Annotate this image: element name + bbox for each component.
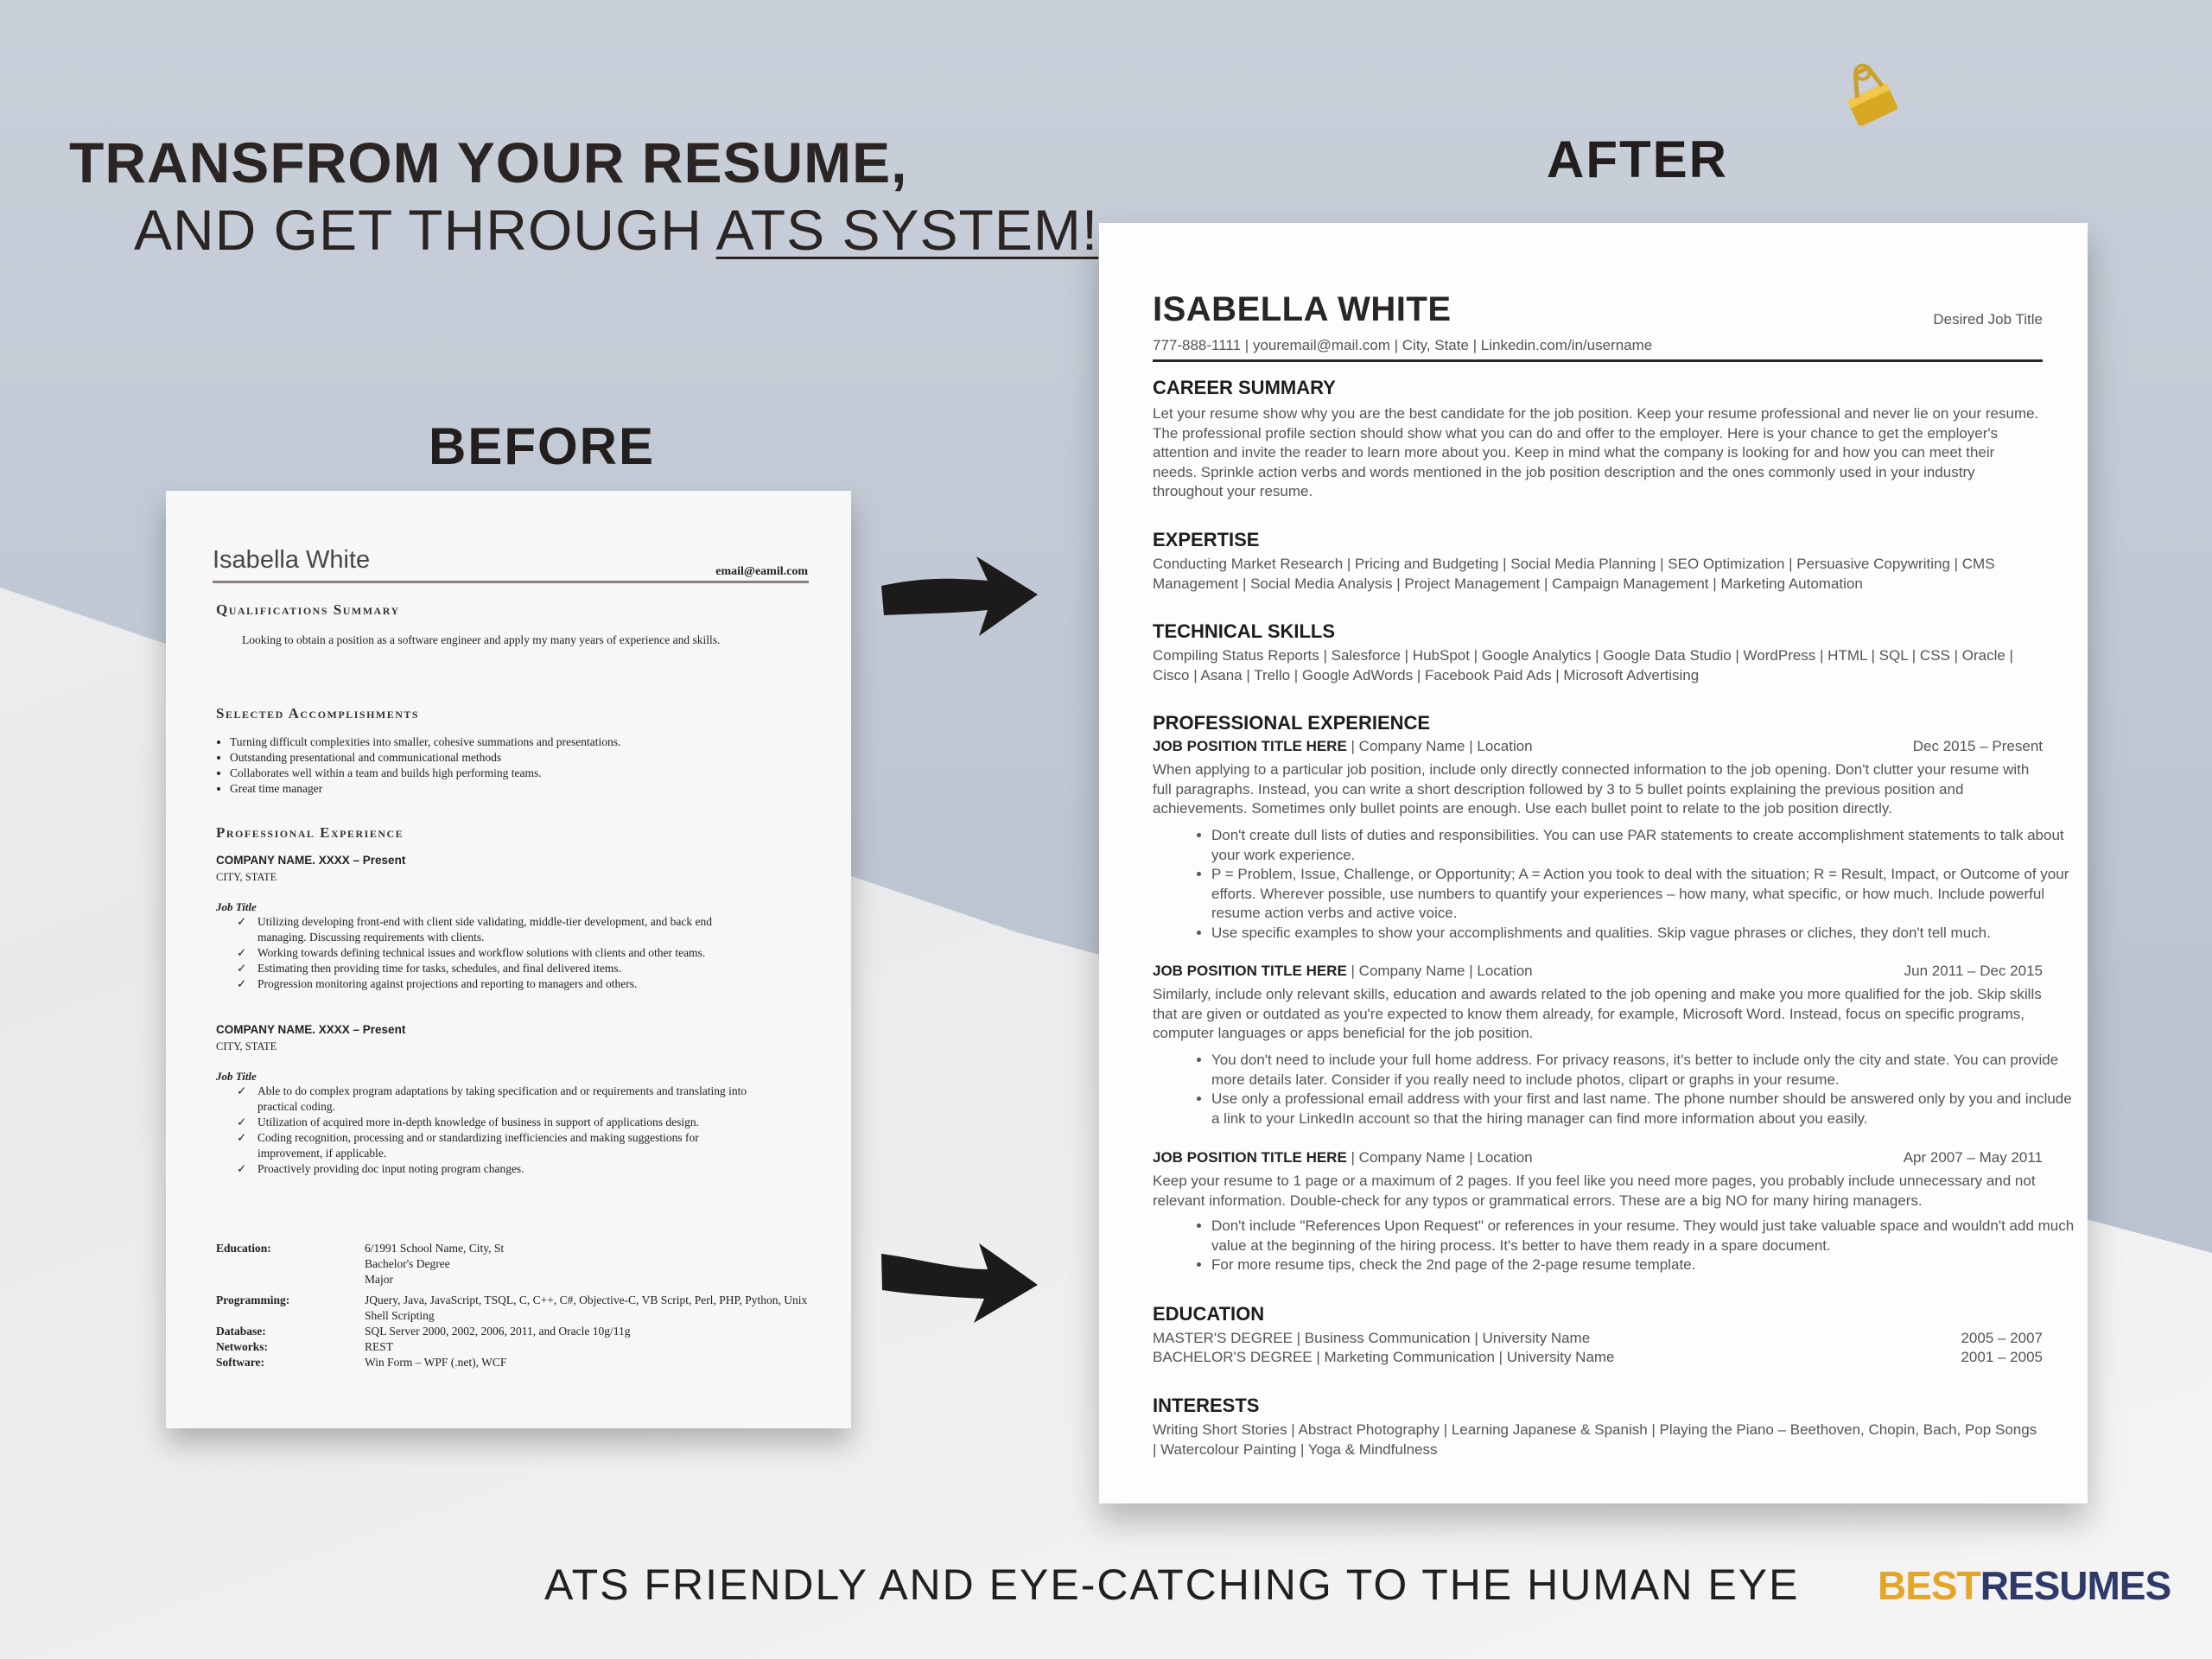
after-job-bullets bbox=[1185, 826, 2075, 943]
before-job-title: Job Title bbox=[216, 900, 257, 913]
before-email: email@eamil.com bbox=[715, 565, 808, 578]
detail-value: Win Form – WPF (.net), WCF bbox=[365, 1356, 507, 1369]
after-expertise-heading: EXPERTISE bbox=[1153, 529, 1260, 550]
arrow-right-icon bbox=[877, 1240, 1041, 1326]
detail-value: SQL Server 2000, 2002, 2006, 2011, and Oracle 10g/11g bbox=[365, 1325, 631, 1338]
after-job-text: When applying to a particular job position, include only directly connected information to the job opening. Don't clutter your resume with full paragraphs. Instead, you can write a short description followed by 3 to 5 bullet points explaining the previous position and achievements. Sometimes only bullet points are enough. Use each bullet point to relate to the job position directly. bbox=[1153, 761, 2030, 817]
before-programming-row bbox=[216, 1293, 821, 1327]
list-item: • Turning difficult complexities into smaller, cohesive summations and presentations. bbox=[230, 734, 791, 750]
job-meta: | Company Name | Location bbox=[1346, 738, 1533, 754]
before-job-list bbox=[237, 914, 755, 992]
headline-line1: TRANSFROM YOUR RESUME, bbox=[69, 130, 908, 194]
before-software-row bbox=[216, 1355, 821, 1370]
list-item: • Use specific examples to show your accomplishments and qualities. Skip vague phrases or cliches, they don't tell much. bbox=[1211, 924, 2075, 944]
list-item: ✓ Proactively providing doc input noting program changes. bbox=[237, 1161, 755, 1177]
after-job-bullets bbox=[1185, 1217, 2075, 1275]
before-city: CITY, STATE bbox=[216, 1040, 277, 1052]
after-desired-title: Desired Job Title bbox=[1933, 311, 2043, 327]
list-item: ✓ Coding recognition, processing and or standardizing inefficiencies and making suggestions for improvement, if applicable. bbox=[237, 1130, 755, 1161]
before-qual-heading: Qualifications Summary bbox=[216, 601, 400, 618]
after-job-text: Keep your resume to 1 page or a maximum of 2 pages. If you feel like you need more pages, you probably include unnecessary and not relevant information. Double-check for any typos or grammatical errors. These are a big NO for many hiring managers. bbox=[1153, 1173, 2036, 1209]
headline-line2 bbox=[134, 197, 1098, 263]
before-company: COMPANY NAME. XXXX – Present bbox=[216, 1023, 406, 1036]
after-tech-heading: TECHNICAL SKILLS bbox=[1153, 620, 1336, 642]
after-career-text: Let your resume show why you are the best candidate for the job position. Keep your resume professional and never lie on your resume. The professional profile section should show what you can do and offer to the employer. Here is your chance to get the employer's attention and invite the reader to learn more about you. Keep in mind what the company is looking for and how you can meet their needs. Sprinkle action verbs and words mentioned in the job position description and the ones commonly used in your industry throughout your resume. bbox=[1153, 405, 2039, 499]
before-job-list bbox=[237, 1084, 755, 1177]
list-item: ✓ Utilization of acquired more in-depth knowledge of business in support of applications design. bbox=[237, 1115, 755, 1130]
before-city: CITY, STATE bbox=[216, 871, 277, 883]
job-title: JOB POSITION TITLE HERE bbox=[1153, 963, 1347, 979]
before-exp-heading: Professional Experience bbox=[216, 824, 404, 841]
before-rule bbox=[213, 581, 809, 583]
after-edu-heading: EDUCATION bbox=[1153, 1303, 1265, 1325]
after-job-date: Jun 2011 – Dec 2015 bbox=[1904, 963, 2043, 979]
after-tech-text: Compiling Status Reports | Salesforce | HubSpot | Google Analytics | Google Data Studio | WordPress | HTML | SQL | CSS | Oracle | Cisco | Asana | Trello | Google AdWords | Facebook Paid Ads | Microsoft Advertising bbox=[1153, 647, 2013, 683]
brand-part1: BEST bbox=[1878, 1563, 1980, 1608]
list-item: ✓ Progression monitoring against projections and reporting to managers and others. bbox=[237, 976, 755, 992]
before-education-row bbox=[216, 1241, 821, 1293]
list-item: ✓ Working towards defining technical issues and workflow solutions with clients and other teams. bbox=[237, 945, 755, 961]
job-meta: | Company Name | Location bbox=[1346, 963, 1533, 979]
footer-tagline: ATS FRIENDLY AND EYE-CATCHING TO THE HUMAN EYE bbox=[544, 1560, 1800, 1609]
job-title: JOB POSITION TITLE HERE bbox=[1153, 1149, 1347, 1166]
edu-degree: BACHELOR'S DEGREE | Marketing Communication | University Name bbox=[1153, 1349, 1615, 1365]
before-qual-text: Looking to obtain a position as a software engineer and apply my many years of experience and skills. bbox=[242, 633, 721, 646]
job-meta: | Company Name | Location bbox=[1346, 1149, 1533, 1166]
detail-value: 6/1991 School Name, City, St Bachelor's Degree Major bbox=[365, 1242, 505, 1286]
job-title: JOB POSITION TITLE HERE bbox=[1153, 738, 1347, 754]
before-company: COMPANY NAME. XXXX – Present bbox=[216, 854, 406, 867]
detail-value: JQuery, Java, JavaScript, TSQL, C, C++, C#, Objective-C, VB Script, Perl, PHP, Python, Unix Shell Scripting bbox=[365, 1294, 808, 1322]
after-job-date: Dec 2015 – Present bbox=[1912, 738, 2043, 754]
list-item: ✓ Able to do complex program adaptations by taking specification and or requirements and translating into practical coding. bbox=[237, 1084, 755, 1115]
after-interests-text: Writing Short Stories | Abstract Photography | Learning Japanese & Spanish | Playing the Piano – Beethoven, Chopin, Bach, Pop Songs | Watercolour Painting | Yoga & Mindfulness bbox=[1153, 1421, 2037, 1458]
list-item: • Don't include "References Upon Request" or references in your resume. They would just take valuable space and wouldn't add much value at the beginning of the hiring process. It's better to have them ready in a spare document. bbox=[1211, 1217, 2075, 1255]
after-resume-page bbox=[1099, 223, 2088, 1503]
list-item: ✓ Utilizing developing front-end with client side validating, middle-tier development, and back end managing. Discussing requirements with clients. bbox=[237, 914, 755, 945]
detail-value: REST bbox=[365, 1340, 394, 1353]
list-item: • Use only a professional email address with your first and last name. The phone number should be answered only by you and include a link to your LinkedIn account so that the hiring manager can find more information about you easily. bbox=[1211, 1090, 2075, 1128]
after-edu-row bbox=[1153, 1329, 2043, 1348]
after-job-date: Apr 2007 – May 2011 bbox=[1903, 1149, 2043, 1166]
edu-years: 2005 – 2007 bbox=[1961, 1330, 2043, 1346]
before-resume-page bbox=[166, 491, 851, 1428]
after-career-heading: CAREER SUMMARY bbox=[1153, 377, 1336, 398]
after-job-bullets bbox=[1185, 1051, 2075, 1128]
before-label: BEFORE bbox=[429, 417, 656, 475]
edu-years: 2001 – 2005 bbox=[1961, 1349, 2043, 1365]
after-job-header bbox=[1153, 738, 2043, 755]
before-job-title: Job Title bbox=[216, 1070, 257, 1083]
after-edu-row bbox=[1153, 1348, 2043, 1367]
after-interests-heading: INTERESTS bbox=[1153, 1395, 1260, 1416]
list-item: • Outstanding presentational and communicational methods bbox=[230, 750, 791, 766]
arrow-right-icon bbox=[877, 553, 1041, 639]
headline-line2-part2: ATS SYSTEM! bbox=[715, 198, 1099, 262]
brand-part2: RESUMES bbox=[1980, 1563, 2171, 1608]
after-rule bbox=[1153, 359, 2043, 362]
detail-key: Programming: bbox=[216, 1294, 290, 1306]
edu-degree: MASTER'S DEGREE | Business Communication | University Name bbox=[1153, 1330, 1591, 1346]
before-networks-row bbox=[216, 1339, 821, 1355]
list-item: • Collaborates well within a team and builds high performing teams. bbox=[230, 766, 791, 781]
detail-key: Database: bbox=[216, 1325, 266, 1338]
detail-key: Education: bbox=[216, 1242, 271, 1255]
before-acc-list bbox=[211, 734, 791, 797]
after-contact: 777-888-1111 | youremail@mail.com | City, State | Linkedin.com/in/username bbox=[1153, 337, 1653, 353]
list-item: • You don't need to include your full home address. For privacy reasons, it's better to include only the city and state. You can provide more details later. Consider if you really need to include photos, clipart or graphs in your resume. bbox=[1211, 1051, 2075, 1090]
after-job-text: Similarly, include only relevant skills, education and awards related to the job opening and make you more qualified for the job. Skip skills that are given or outdated as you're expected to know them already, for example, Microsoft Word. Instead, focus on specific programs, computer languages or apps beneficial for the job position. bbox=[1153, 986, 2042, 1041]
detail-key: Networks: bbox=[216, 1340, 268, 1353]
headline-line2-part1: AND GET THROUGH bbox=[134, 198, 716, 262]
brand-logo bbox=[1878, 1562, 2171, 1609]
list-item: • Great time manager bbox=[230, 781, 791, 797]
list-item: • For more resume tips, check the 2nd page of the 2-page resume template. bbox=[1211, 1255, 2075, 1275]
after-label: AFTER bbox=[1547, 130, 1728, 188]
list-item: • Don't create dull lists of duties and responsibilities. You can use PAR statements to create accomplishment statements to talk about your work experience. bbox=[1211, 826, 2075, 865]
after-exp-heading: PROFESSIONAL EXPERIENCE bbox=[1153, 712, 1431, 734]
after-expertise-text: Conducting Market Research | Pricing and Budgeting | Social Media Planning | SEO Optimization | Persuasive Copywriting | CMS Management | Social Media Analysis | Project Management | Campaign Management | Marketing Automation bbox=[1153, 556, 1995, 592]
binder-clip-icon bbox=[1832, 60, 1918, 130]
after-name: ISABELLA WHITE bbox=[1153, 290, 1452, 328]
list-item: • P = Problem, Issue, Challenge, or Opportunity; A = Action you took to deal with the situation; R = Result, Impact, or Outcome of your efforts. Wherever possible, use numbers to quantify your experiences – how many, what specific, or how much. Include powerful resume action verbs and active voice. bbox=[1211, 865, 2075, 924]
detail-key: Software: bbox=[216, 1356, 264, 1369]
list-item: ✓ Estimating then providing time for tasks, schedules, and final delivered items. bbox=[237, 961, 755, 976]
before-name: Isabella White bbox=[213, 546, 371, 574]
before-database-row bbox=[216, 1324, 821, 1339]
before-acc-heading: Selected Accomplishments bbox=[216, 705, 420, 721]
